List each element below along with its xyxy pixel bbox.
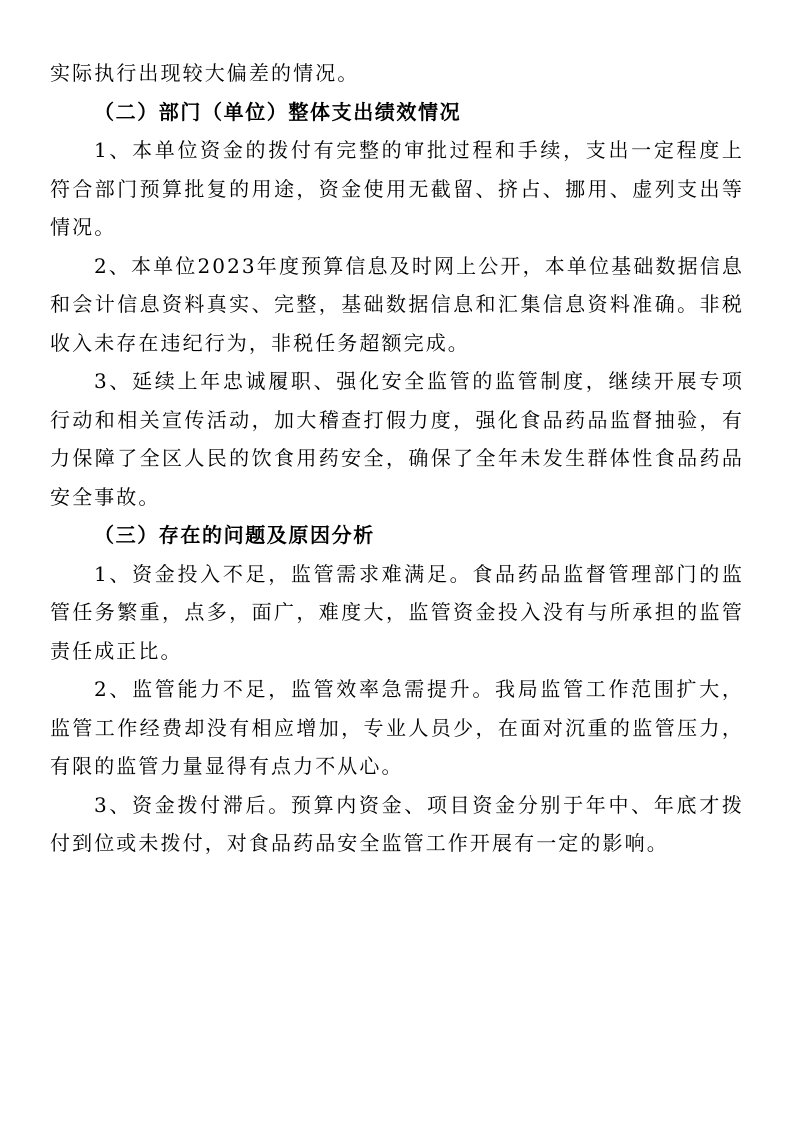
section-2-paragraph-1: 1、本单位资金的拨付有完整的审批过程和手续，支出一定程度上符合部门预算批复的用途，资金使用无截留、挤占、挪用、虚列支出等情况。 xyxy=(50,138,744,239)
section-3-paragraph-2: 2、监管能力不足，监管效率急需提升。我局监管工作范围扩大，监管工作经费却没有相应增加，专业人员少，在面对沉重的监管压力，有限的监管力量显得有点力不从心。 xyxy=(50,677,744,778)
section-3-heading: （三）存在的问题及原因分析 xyxy=(94,523,375,547)
document-body xyxy=(50,54,744,863)
section-3-paragraph-1: 1、资金投入不足，监管需求难满足。食品药品监督管理部门的监管任务繁重，点多，面广，难度大，监管资金投入没有与所承担的监管责任成正比。 xyxy=(50,561,744,663)
continuation-text: 实际执行出现较大偏差的情况。 xyxy=(50,61,360,85)
section-2-heading: （二）部门（单位）整体支出绩效情况 xyxy=(94,99,462,124)
section-2-paragraph-3: 3、延续上年忠诚履职、强化安全监管的监管制度，继续开展专项行动和相关宣传活动，加大稽查打假力度，强化食品药品监督抽验，有力保障了全区人民的饮食用药安全，确保了全年未发生群体性食品药品安全事故。 xyxy=(50,369,744,509)
section-3-paragraph-3: 3、资金拨付滞后。预算内资金、项目资金分别于年中、年底才拨付到位或未拨付，对食品药品安全监管工作开展有一定的影响。 xyxy=(50,792,744,855)
section-2-paragraph-2: 2、本单位2023年度预算信息及时网上公开，本单位基础数据信息和会计信息资料真实、完整，基础数据信息和汇集信息资料准确。非税收入未存在违纪行为，非税任务超额完成。 xyxy=(50,253,744,355)
